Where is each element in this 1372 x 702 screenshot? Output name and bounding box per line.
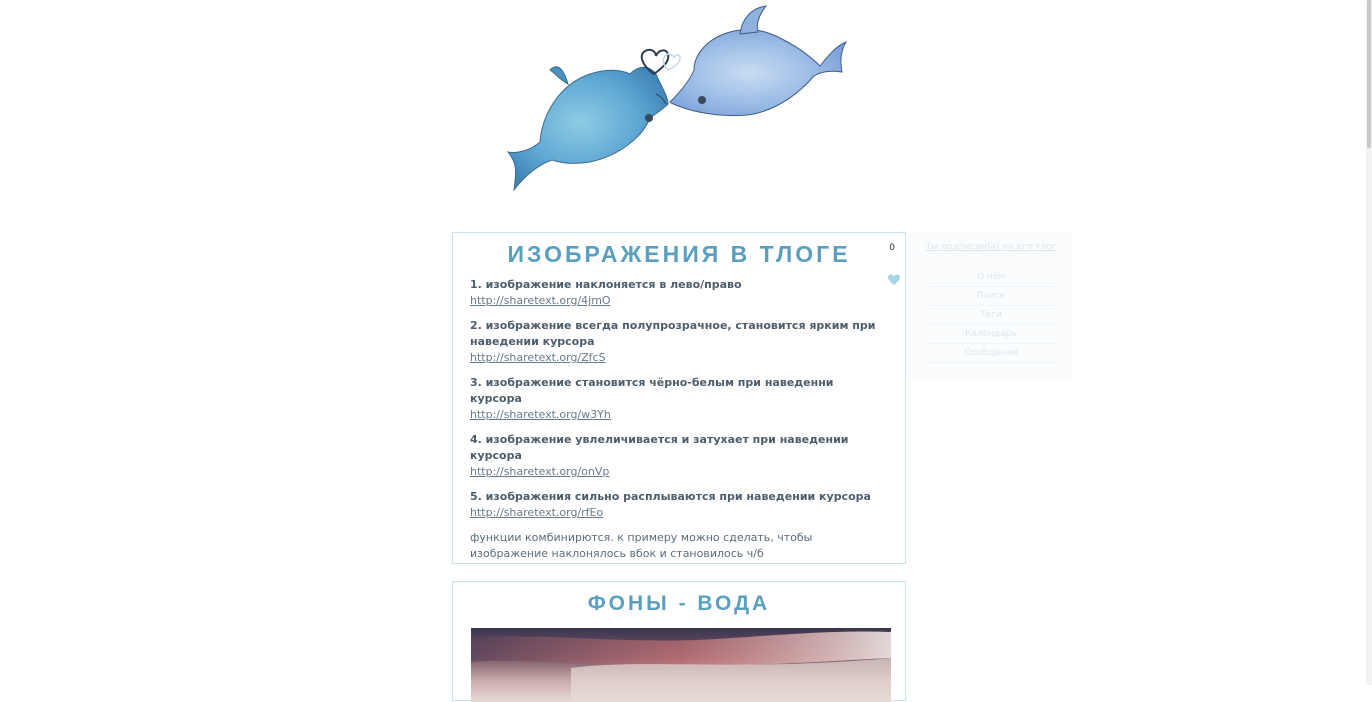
item-title: 1. изображение наклоняется в лево/право [470,278,742,291]
sharetext-link[interactable]: http://sharetext.org/w3Yh [470,408,611,421]
sidebar-item-calendar[interactable]: Календарь [926,325,1056,344]
sidebar-item-tags[interactable]: Теги [926,306,1056,325]
sidebar-item-search[interactable]: Поиск [926,287,1056,306]
sidebar-item-about[interactable]: О нём [926,268,1056,287]
sharetext-link[interactable]: http://sharetext.org/ZfcS [470,351,606,364]
dolphins-header-image [490,4,870,200]
list-item [470,489,888,521]
item-title: 5. изображения сильно расплываются при наведении курсора [470,490,871,503]
post-water-backgrounds [452,581,906,701]
sidebar-nav [926,268,1056,363]
heart-icon[interactable] [887,273,901,287]
post-footer-text: функции комбинирются. к примеру можно сделать, чтобы изображение наклонялось вбок и становилось ч/б [470,531,813,560]
list-item [470,277,888,309]
item-title: 4. изображение увлеличивается и затухает при наведении курсора [470,433,849,462]
sidebar [910,232,1072,378]
item-title: 3. изображение становится чёрно-белым при наведенни курсора [470,376,834,405]
scrollbar-thumb[interactable] [1367,0,1371,148]
post-title[interactable]: ФОНЫ - ВОДА [587,592,771,615]
item-title: 2. изображение всегда полупрозрачное, становится ярким при наведении курсора [470,319,876,348]
post-title[interactable]: ИЗОБРАЖЕНИЯ В ТЛОГЕ [507,241,851,267]
sunset-sky-photo [471,628,891,702]
list-item [470,432,888,480]
sharetext-link[interactable]: http://sharetext.org/onVp [470,465,610,478]
post-images-in-tlog [452,232,906,564]
sharetext-link[interactable]: http://sharetext.org/rfEo [470,506,604,519]
post-body [453,277,905,562]
list-item [470,375,888,423]
sidebar-item-messages[interactable]: Сообщения [926,344,1056,363]
sharetext-link[interactable]: http://sharetext.org/4jmO [470,294,611,307]
note-count[interactable]: 0 [889,243,895,253]
list-item [470,318,888,366]
subscribe-link[interactable]: Ты подписан(а) на его тлог [925,242,1057,252]
scrollbar-track[interactable] [1366,0,1372,685]
